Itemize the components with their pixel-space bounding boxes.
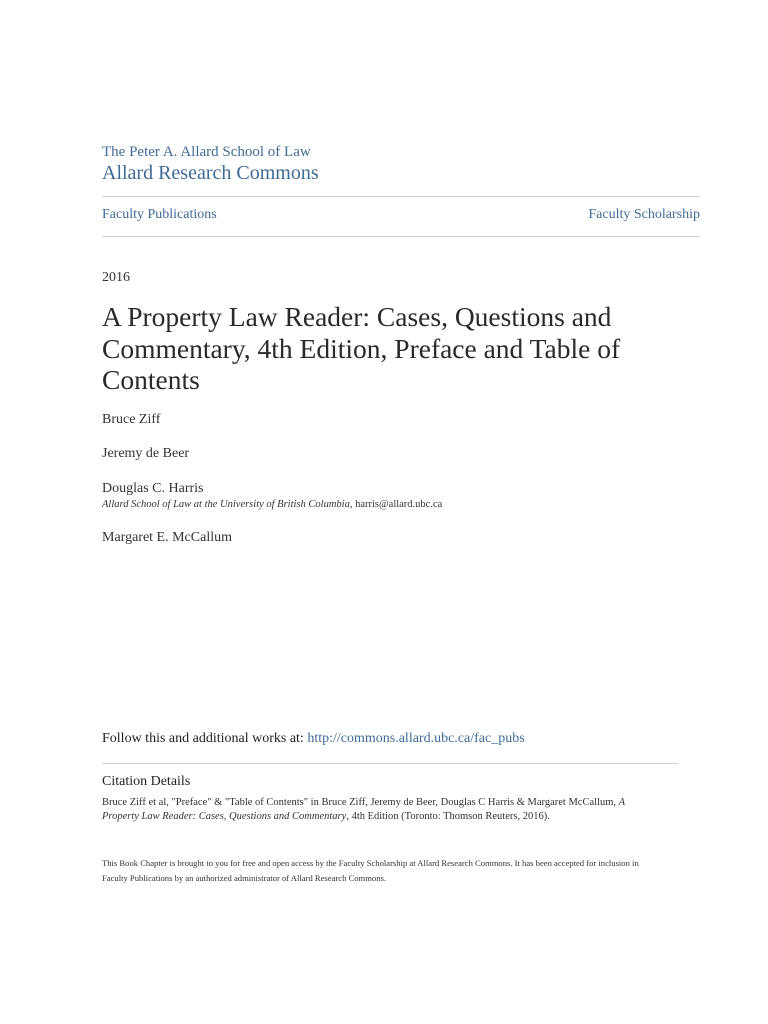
author-name: Bruce Ziff — [102, 412, 161, 427]
faculty-scholarship-link[interactable]: Faculty Scholarship — [588, 207, 700, 222]
affiliation-email: , harris@allard.ubc.ca — [349, 499, 443, 510]
faculty-publications-link[interactable]: Faculty Publications — [102, 207, 217, 222]
follow-label: Follow this and additional works at: — [102, 731, 308, 746]
author-affiliation — [102, 499, 442, 510]
document-title: A Property Law Reader: Cases, Questions and Commentary, 4th Edition, Preface and Table of Contents — [102, 301, 621, 395]
access-notice: This Book Chapter is brought to you for free and open access by the Faculty Scholarship at Allard Research Commons. It has been accepted for inclusion in Faculty Publications by an authorized administrator of Allard Research Commons. — [102, 858, 639, 883]
affiliation-institution: Allard School of Law at the University of British Columbia — [102, 499, 350, 510]
header-divider-top — [102, 196, 700, 197]
citation-edition: , 4th Edition (Toronto: Thomson Reuters, 2016). — [346, 811, 550, 822]
author-name: Douglas C. Harris — [102, 481, 204, 496]
citation-authors: Bruce Ziff et al, "Preface" & "Table of Contents" in Bruce Ziff, Jeremy de Beer, Douglas C Harris & Margaret McCallum, — [102, 797, 619, 808]
header-divider-bottom — [102, 236, 700, 237]
institution-name: The Peter A. Allard School of Law — [102, 144, 311, 160]
follow-line — [102, 731, 525, 747]
repository-header — [102, 143, 319, 185]
citation-text — [102, 796, 662, 824]
citation-book-title: A Property Law Reader: Cases, Questions and Commentary — [102, 797, 625, 822]
author-name: Margaret E. McCallum — [102, 530, 232, 545]
citation-divider — [102, 763, 678, 764]
repository-name[interactable]: Allard Research Commons — [102, 162, 319, 184]
publication-year: 2016 — [102, 270, 130, 285]
citation-heading: Citation Details — [102, 774, 191, 789]
repository-url-link[interactable]: http://commons.allard.ubc.ca/fac_pubs — [307, 731, 525, 746]
author-name: Jeremy de Beer — [102, 446, 190, 461]
